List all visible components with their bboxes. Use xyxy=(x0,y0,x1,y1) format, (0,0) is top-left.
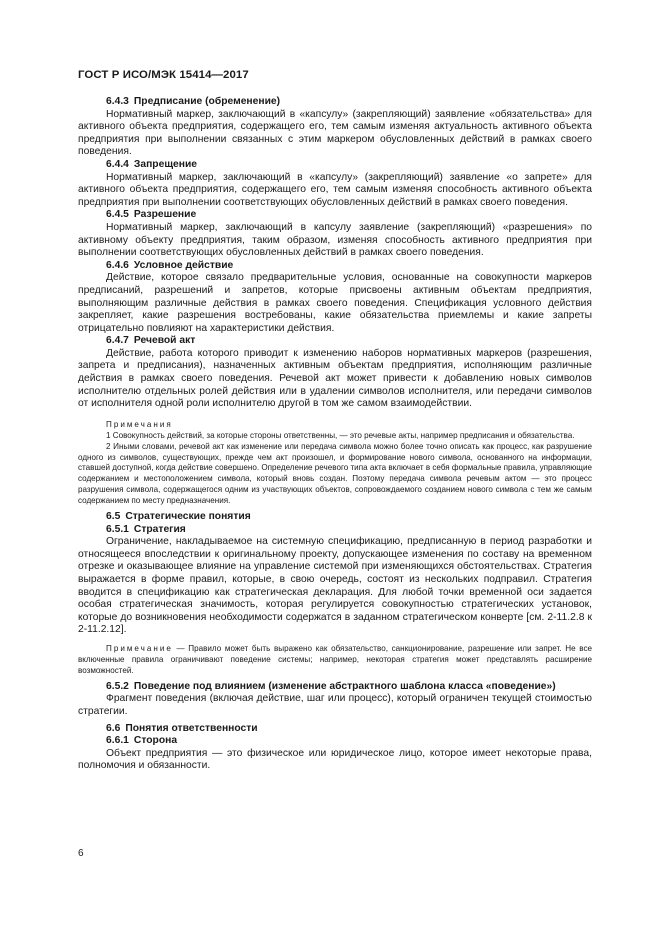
heading-number: 6.5.1 xyxy=(106,523,129,535)
heading-6-5-1 xyxy=(78,524,592,537)
heading-6-4-5 xyxy=(78,209,592,222)
note-2: 2 Иными словами, речевой акт как изменение или передача символа можно более точно описать как процесс, как разрушение одного из символов, существующих, прежде чем акт произошел, и формирование нового символа, основанного на информации, ставшей доступной, когда действие совершено. Определение речевого типа акта включает в себя формальные правила, управляющие содержанием и местоположением символа, который вновь создан. Поэтому передача символа речевым актом — это процесс разрушения символа, содержащегося одним из участвующих объектов, сопровождаемого созданием нового символа с тем же самым содержанием по месту предназначения. xyxy=(78,441,592,506)
page-number: 6 xyxy=(78,848,84,859)
note-label: Примечание xyxy=(106,644,173,654)
heading-number: 6.4.6 xyxy=(106,259,129,271)
heading-6-4-3 xyxy=(78,96,592,109)
paragraph-6-4-7: Действие, работа которого приводит к изменению наборов нормативных маркеров (разрешения, запрета и предписания), назначенных активным объектам предприятия, исполняющим различные действия в рамках своего поведения. Речевой акт может привести к добавлению новых символов исполнителю отдельных ролей действия или в удалении символов исполнителя, или передачи символов от исполнителя одной роли исполнителю другой в том же самом взаимодействии. xyxy=(78,347,592,410)
heading-6-5 xyxy=(78,511,592,524)
heading-number: 6.6.1 xyxy=(106,735,129,747)
paragraph-6-6-1: Объект предприятия — это физическое или юридическое лицо, которое имеет некоторые права, полномочия и обязанности. xyxy=(78,747,592,772)
heading-title: Поведение под влиянием (изменение абстрактного шаблона класса «поведение») xyxy=(133,680,556,692)
heading-6-6 xyxy=(78,723,592,736)
heading-number: 6.5.2 xyxy=(106,680,129,692)
heading-title: Запрещение xyxy=(133,158,198,170)
paragraph-6-4-5: Нормативный маркер, заключающий в капсулу заявление (закрепляющий) «разрешения» по активному объекту предприятия, таким образом, изменяя способность активного предприятия при выполнении соответствующих обусловленных действий в рамках своего поведения. xyxy=(78,221,592,259)
heading-title: Речевой акт xyxy=(133,335,196,347)
paragraph-6-4-4: Нормативный маркер, заключающий в «капсулу» (закрепляющий) заявление «о запрете» для активного объекта предприятия, содержащего его, тем самым изменяя способность активного объекта предприятия при выполнении соответствующих обусловленных действий в рамках своего поведения. xyxy=(78,171,592,208)
heading-title: Стратегия xyxy=(133,523,186,535)
heading-number: 6.4.5 xyxy=(106,209,129,221)
heading-6-4-4 xyxy=(78,159,592,172)
heading-title: Условное действие xyxy=(133,259,234,271)
heading-number: 6.4.4 xyxy=(106,158,129,170)
notes-block xyxy=(78,420,592,507)
heading-number: 6.5 xyxy=(106,511,121,523)
heading-6-6-1 xyxy=(78,735,592,748)
paragraph-6-4-6: Действие, которое связало предварительные условия, основанные на совокупности маркеров предписаний, разрешений и запретов, которые присвоены активным объектам предприятия, выполняющим различные действия в рамках своего поведения. Спецификация условного действия закрепляет, какие разрешения востребованы, какие обязательства приемлемы и какие запреты отрицательно повлияют на характеристики действия. xyxy=(78,272,592,334)
heading-6-5-2 xyxy=(78,681,592,694)
heading-number: 6.6 xyxy=(106,722,121,734)
heading-title: Разрешение xyxy=(133,209,197,221)
note-paragraph xyxy=(78,644,592,677)
heading-title: Стратегические понятия xyxy=(125,511,251,523)
heading-title: Понятия ответственности xyxy=(125,722,258,734)
paragraph-6-4-3: Нормативный маркер, заключающий в «капсулу» (закрепляющий) заявление «обязательства» для активного объекта предприятия, содержащего его, тем самым изменяя актуальность активного объекта предприятия при выполнении связанных с этим маркером обусловленных действий в рамках своего поведения. xyxy=(78,108,592,158)
heading-title: Предписание (обременение) xyxy=(133,96,281,107)
note-block xyxy=(78,644,592,677)
heading-number: 6.4.3 xyxy=(106,96,129,107)
heading-title: Сторона xyxy=(133,735,178,747)
notes-label: Примечания xyxy=(106,419,173,429)
note-1: 1 Совокупность действий, за которые стороны ответственны, — это речевые акты, например предписания и обязательства. xyxy=(106,430,575,440)
document-body xyxy=(78,96,592,773)
heading-6-4-6 xyxy=(78,260,592,273)
heading-6-4-7 xyxy=(78,335,592,348)
note-text: — Правило может быть выражено как обязательство, санкционирование, разрешение или запрет. Не все включенные правила ограничивают поведение системы; например, некоторая стратегия может представлять расширение возможностей. xyxy=(78,644,592,675)
document-header: ГОСТ Р ИСО/МЭК 15414—2017 xyxy=(78,69,249,81)
heading-number: 6.4.7 xyxy=(106,335,129,347)
paragraph-6-5-2: Фрагмент поведения (включая действие, шаг или процесс), который ограничен текущей стоимостью стратегии. xyxy=(78,693,592,717)
paragraph-6-5-1: Ограничение, накладываемое на системную спецификацию, предписанную в период разработки и относящееся впоследствии к оригинальному проекту, допускающее изменения по составу на временном отрезке и оказывающее влияние на управление системой при изменяющихся обстоятельствах. Стратегия выражается в форме правил, которые, в свою очередь, состоят из нескольких подправил. Стратегия вводится в спецификацию как стратегическая декларация. Для любой точки временной оси задается особая стратегическая значимость, которая регулируется совокупностью стратегических установок, которые до возникновения необходимости содержатся в заданном стратегическом конверте [см. 2-11.2.8 к 2-11.2.12]. xyxy=(78,536,592,636)
